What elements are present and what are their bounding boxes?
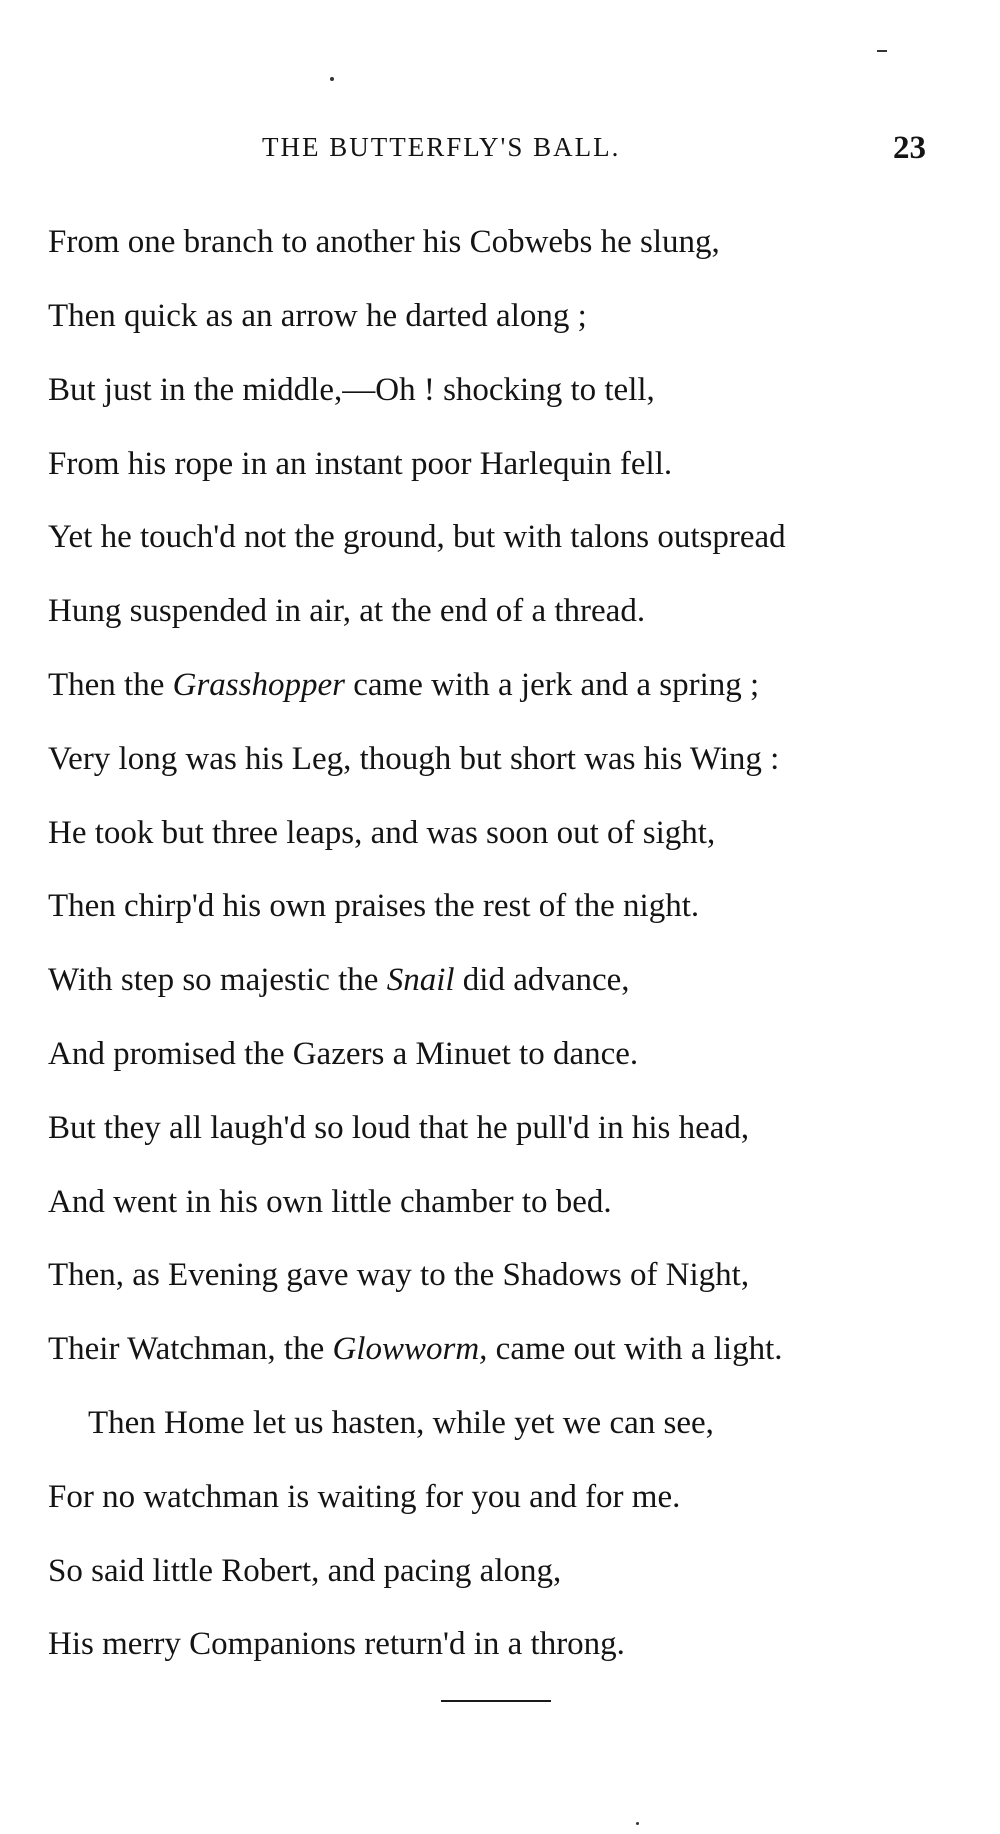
poem-line <box>88 1403 714 1443</box>
poem-text: He took but three leaps, and was soon out of sight, <box>48 815 716 851</box>
poem-line <box>48 1108 749 1148</box>
poem-line <box>48 370 655 410</box>
poem-text-italic: Grasshopper <box>172 667 345 703</box>
end-rule <box>441 1700 551 1702</box>
poem-text: Then, as Evening gave way to the Shadows of Night, <box>48 1257 750 1293</box>
poem-line <box>48 1034 638 1074</box>
poem-line <box>48 886 699 926</box>
poem-text: Then Home let us hasten, while yet we can see, <box>88 1405 714 1441</box>
poem-text: With step so majestic the <box>48 962 387 998</box>
poem-line <box>48 1182 612 1222</box>
poem-text: Very long was his Leg, though but short was his Wing : <box>48 741 780 777</box>
poem-text: From his rope in an instant poor Harlequin fell. <box>48 446 673 482</box>
poem-text: came with a jerk and a spring ; <box>344 667 760 703</box>
poem-text: Then quick as an arrow he darted along ; <box>48 298 587 334</box>
poem-line <box>48 296 587 336</box>
poem-text: Then the <box>48 667 173 703</box>
poem-line <box>48 1551 561 1591</box>
print-speck <box>636 1822 639 1825</box>
poem-line <box>48 1255 749 1295</box>
poem-line <box>48 1477 680 1517</box>
poem-line <box>48 739 779 779</box>
poem-text: And promised the Gazers a Minuet to dance. <box>48 1036 639 1072</box>
poem-text: For no watchman is waiting for you and for me. <box>48 1479 681 1515</box>
poem-text-italic: Snail <box>386 962 455 998</box>
poem-text: Their Watchman, the <box>48 1331 333 1367</box>
poem-text: Then chirp'd his own praises the rest of the night. <box>48 888 700 924</box>
poem-line <box>48 665 759 705</box>
poem-text: From one branch to another his Cobwebs he slung, <box>48 224 720 260</box>
print-speck <box>877 50 887 52</box>
poem-line <box>48 591 645 631</box>
poem-line <box>48 517 786 557</box>
poem-text-italic: Glowworm, <box>332 1331 488 1367</box>
poem-text: And went in his own little chamber to bed. <box>48 1184 612 1220</box>
poem-line <box>48 222 720 262</box>
poem-line <box>48 444 672 484</box>
poem-text: His merry Companions return'd in a throng. <box>48 1626 625 1662</box>
poem-text: did advance, <box>454 962 630 998</box>
poem-text: came out with a light. <box>487 1331 783 1367</box>
running-header-title: THE BUTTERFLY'S BALL. <box>262 132 621 162</box>
poem-line <box>48 1624 625 1664</box>
poem-text: Yet he touch'd not the ground, but with talons outspread <box>48 519 786 555</box>
poem-text: Hung suspended in air, at the end of a thread. <box>48 593 646 629</box>
poem-text: But just in the middle,—Oh ! shocking to tell, <box>48 372 655 408</box>
poem-text: But they all laugh'd so loud that he pull'd in his head, <box>48 1110 750 1146</box>
poem-line <box>48 813 715 853</box>
print-speck <box>330 77 334 81</box>
poem-text: So said little Robert, and pacing along, <box>48 1553 562 1589</box>
poem-line <box>48 960 630 1000</box>
poem-line <box>48 1329 783 1369</box>
page-number: 23 <box>893 130 926 166</box>
